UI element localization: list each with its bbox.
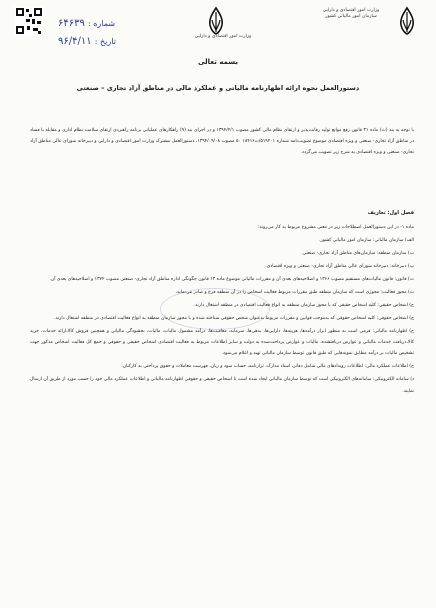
basmala: بسمه تعالی <box>197 58 239 66</box>
definitions-list <box>30 222 414 399</box>
header-ministry: وزارت امور اقتصادی و دارایی <box>194 34 252 39</box>
list-item: خ) اطلاعات عملکرد مالی: اطلاعات رویدادهای مالی شامل دفاتر، اسناد مدارک، ترازنامه، حساب سود و زیان، فهرست معاملات و حقوق پرداختی به کارکنان. <box>121 364 414 370</box>
header-organization: وزارت امور اقتصادی و دارایی سازمان امور مالیاتی کشور <box>322 8 380 19</box>
emblem-icon <box>394 6 420 36</box>
intro-text: با توجه به بند (ث) ماده ۳۱ قانون رفع موانع تولید رقابت‌پذیر و ارتقای نظام مالی کشور مصوب ۱۳۹۴/۲/۱ و در اجرای بند (۹) راهکارهای عملیاتی برنامه راهبردی ارتقای سلامت نظام اداری و مقابله با فساد در مناطق آزاد تجاری- صنعتی و ویژه اقتصادی موضوع تصویب‌نامه شماره ۵۱۹۲۰۱/ت۱۸۴۱۶ ۵۰ مصوب ۱۳۹۴/۰۹/۰۸، دستورالعمل مشترک وزارت امور اقتصادی و دارایی و دبیرخانه شورای عالی مناطق آزاد تجاری- صنعتی و ویژه اقتصادی به شرح زیر تصویب می‌گردد. <box>30 128 414 156</box>
emblem-icon <box>203 6 229 36</box>
list-item: الف) سازمان مالیاتی: سازمان امور مالیاتی کشور. <box>319 238 414 243</box>
number-value: ۶۴۶۳۹ <box>58 18 85 29</box>
list-item: چ) اشخاص حقوقی: کلیه اشخاص حقوقی که به‌موجب قوانین و مقررات مربوط به‌عنوان شخص حقوقی شناخته شده و با مجوز سازمان منطقه به انواع فعالیت اقتصادی در منطقه اشتغال دارند. <box>54 316 414 321</box>
list-item: ح) اظهارنامه مالیاتی: فرمی است به منظور ابراز درآمدها، هزینه‌ها، دارایی‌ها، بدهی‌ها، سرمایه، معافیت‌ها، درآمد مشمول مالیات، مالیات، بخشودگی مالیاتی و همچنین فروش کالا،ارائه خدمات، خرید کالا،دریافت خدمات مالیاتی و عوارض دریافتشده، مالیات و عوارض پرداخت‌شده به دولت و سایر اطلاعات مربوط به فعالیت اقتصادی اشخاص حقیقی و حقوقی و جمع کل فعالیت اشخاص مذکور جهت تشخیص مالیات بر درآمد مطابق نمونه‌هایی که طبق قانون توسط سازمان مالیاتی تهیه و اعلام می‌شود. <box>30 329 414 357</box>
intro-paragraph <box>30 125 414 159</box>
list-item: پ) دبیرخانه: دبیرخانه شورای عالی مناطق آزاد تجاری- صنعتی و ویژه اقتصادی. <box>265 264 414 269</box>
number-label: شماره : <box>88 19 116 28</box>
list-item: ماده ۱- در این دستورالعمل اصطلاحات زیر در معنی مشروح مربوط به کار می‌روند: <box>257 225 414 230</box>
list-item: ت) قانون: قانون مالیات‌های مستقیم مصوب ۱۳۶۶ و اصلاحیه‌های بعدی آن و مقررات مالیاتی موضوع ماده ۱۳ قانون چگونگی اداره مناطق آزاد تجاری- صنعتی مصوب ۱۳۷۲ و اصلاحیه‌های بعدی آن. <box>49 277 414 282</box>
list-item: ث) مجوز فعالیت: مجوزی است که سازمان منطقه طبق مقررات مربوط فعالیت اشخاص را در آن منطقه فرع و صادر می‌نماید. <box>175 290 414 295</box>
date-value: ۹۶/۴/۱۱ <box>58 36 92 47</box>
list-item: د) سامانه الکترونیکی: سامانه‌های الکترونیکی است که توسط سازمان مالیاتی ایجاد شده است تا اشخاص حقیقی و حقوقی اظهارنامه مالیاتی و اطلاعات عملکرد مالی خود را حسب مورد از طریق آن ارسال نمایند. <box>30 377 414 394</box>
section-title: فصل اول: تعاریف <box>367 210 414 216</box>
date-label: تاریخ : <box>94 37 116 46</box>
letter-number <box>58 18 115 29</box>
document-title: دستورالعمل نحوه ارائه اظهارنامه مالیاتی و عملکرد مالی در مناطق آزاد تجاری – صنعتی <box>76 84 360 92</box>
barcode-icon <box>14 6 44 36</box>
list-item: ج) اشخاص حقیقی: کلیه اشخاص حقیقی که با مجوز سازمان منطقه به انواع فعالیت اقتصادی در منطقه اشتغال دارند. <box>193 303 414 308</box>
list-item: ب) سازمان منطقه: سازمان‌های مناطق آزاد تجاری- صنعتی. <box>301 251 414 256</box>
letter-date <box>58 36 116 47</box>
